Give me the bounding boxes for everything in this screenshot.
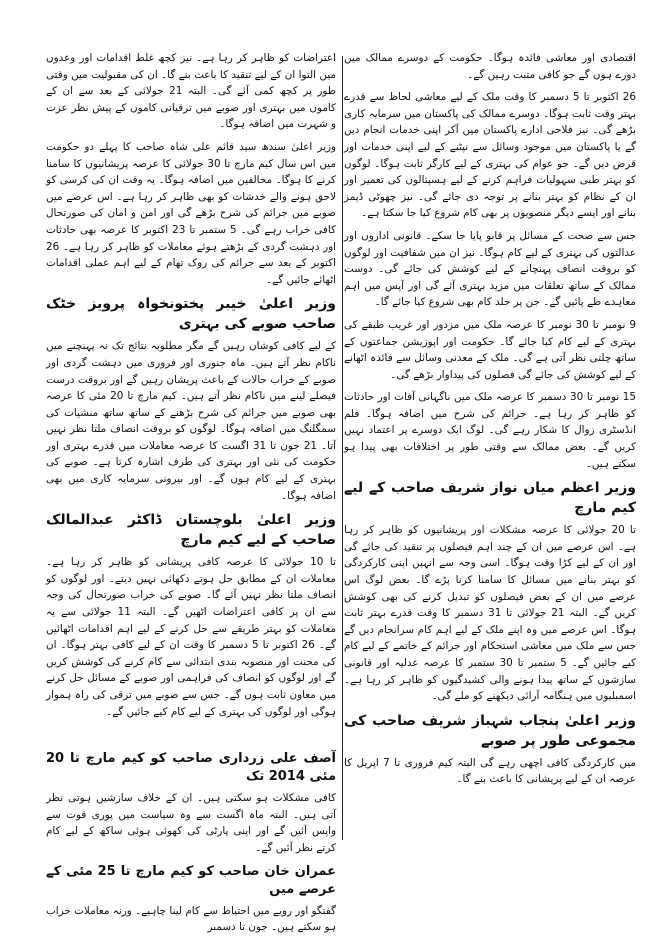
section-heading-pervez-khattak: وزیر اعلیٰ خیبر پختونخواہ پرویز خٹک صاحب صوبے کی بہتری xyxy=(46,296,336,333)
paragraph: 26 اکتوبر تا 5 دسمبر کا وقت ملک کے لیے معاشی لحاظ سے قدرے بہتر وقت ثابت ہوگا۔ دوسرے ممالک کی پاکستان میں سرمایہ کاری بڑھے گی۔ نیز فلاحی ادارے پاکستان میں آکر اپنی خدمات انجام دیں گے یا پاکستان میں موجود وسائل سے نپٹنے کے لیے اپنی خدمات اور قرض دیں گے۔ جو عوام کی بہتری کے لیے کارگر ثابت ہوگا۔ لوگوں کو بہتر طبی سہولیات فراہم کرنے کے لیے ہسپتالوں کی تعمیر اور ان کے نظام کو بہتر بنانے پر توجہ دی جائے گی۔ نیز چھوٹی ڈیمز بنانے اور ایسے دیگر منصوبوں پر بھی کام شروع کیا جا سکتا ہے۔ xyxy=(344,91,636,220)
paragraph: 15 نومبر تا 30 دسمبر کا عرصہ ملک میں ناگہانی آفات اور حادثات کو ظاہر کر رہا ہے۔ جرائم کی شرح میں اضافہ ہوگا۔ فلم انڈسٹری زوال کا شکار رہے گی۔ لوگ ایک دوسرے پر اعتماد نہیں کریں گے۔ بعض ممالک سے وقتی طور پر اختلافات بھی پیدا ہو سکتے ہیں۔ xyxy=(344,391,636,470)
section-heading-abdul-malik: وزیر اعلیٰ بلوچستان ڈاکٹر عبدالمالک صاحب کے لیے کیم مارچ xyxy=(46,512,336,549)
section-heading-asif-zardari: آصف علی زرداری صاحب کو کیم مارچ تا 20 مئی 2014 تک xyxy=(46,751,336,785)
paragraph: کافی مشکلات ہو سکتی ہیں۔ ان کے خلاف سازشیں ہوتی نظر آتی ہیں۔ البتہ ماہ اگست سے وہ سیاست میں پوری قوت سے واپس آئیں گے اور اپنی پارٹی کی کھوئی ہوئی ساکھ کے لیے کام کرتے نظر آئیں گے۔ xyxy=(46,792,336,854)
paragraph: گفتگو اور رویے میں احتیاط سے کام لینا چاہیے۔ ورنہ معاملات خراب ہو سکتے ہیں۔ جون تا دسمبر xyxy=(46,904,336,934)
section-heading-shahbaz-sharif: وزیر اعلیٰ پنجاب شہباز شریف صاحب کی مجموعی طور پر صوبے xyxy=(344,712,636,749)
section-heading-imran-khan: عمران خان صاحب کو کیم مارچ تا 25 مئی کے عرصے میں xyxy=(46,863,336,897)
spacer xyxy=(46,726,336,748)
paragraph: اقتصادی اور معاشی فائدہ ہوگا۔ حکومت کے دوسرے ممالک میں دورے ہوں گے جو کافی مثبت رہیں گے۔ xyxy=(344,52,636,81)
right-column xyxy=(344,50,636,794)
paragraph: کے لیے کافی کوشاں رہیں گے مگر مطلوبہ نتائج تک نہ پہنچنے میں ناکام نظر آتے ہیں۔ ماہ جنوری اور فروری میں دہشت گردی اور صوبے کے خراب حالات کے باعث پریشان رہیں گے اور بروقت درست فیصلے لینے میں ناکام نظر آتے ہیں۔ کیم مارچ تا 20 مئی کا عرصہ بھی صوبے میں جرائم کی شرح بڑھنے کے ساتھ ساتھ منشیات کی سمگلنگ میں اضافہ ہوگا۔ لوگوں کو بروقت انصاف ملتا نظر نہیں آتا۔ 21 جون تا 31 اگست کا عرصہ معاملات میں قدرے بہتری اور حکومت کی نئی اور بہتری کی طرف اشارہ کرتا ہے۔ صوبے کی بہتری کے لیے کام ہوں گے۔ اور بیرونی سرمایہ کاری میں بھی اضافہ ہوگا۔ xyxy=(46,340,337,502)
column-divider xyxy=(342,56,343,840)
paragraph: تا 20 جولائی کا عرصہ مشکلات اور پریشانیوں کو ظاہر کر رہا ہے۔ اس عرصے میں ان کے چند اہم فیصلوں پر تنقید کی جائے گی اور ان کے لیے کڑا وقت ہوگا۔ اسی وجہ سے انہیں اپنی کارکردگی کو بہتر بنانے میں مسائل کا سامنا کرنا پڑے گا۔ بعض لوگ اس عرصے میں ان کے بعض فیصلوں کو تبدیل کرنے کی بھی کوشش کریں گے۔ البتہ 21 جولائی تا 31 دسمبر کا وقت قدرے بہتر ثابت ہوگا۔ اس عرصے میں وہ اپنے ملک کے لیے اہم کام سرانجام دیں گے جس سے ملک میں معاشی استحکام اور جرائم کے خاتمے کے لیے کام کیے جائیں گے۔ 5 ستمبر تا 30 ستمبر کا عرصہ عدلیہ اور قانونی سازشوں کے ساتھ پیدا ہونے والی کشیدگیوں کو ظاہر کر رہا ہے۔ اسمبلیوں میں ہنگامہ آرائی دیکھنے کو ملے گی۔ xyxy=(344,524,636,703)
paragraph: تا 10 جولائی کا عرصہ کافی پریشانی کو ظاہر کر رہا ہے۔ معاملات ان کے مطابق حل ہوتے دکھائی نہیں دیتے۔ اور لوگوں کو انصاف ملتا نظر نہیں آئے گا۔ صوبے کی خراب صورتحال کی وجہ سے ان پر کافی اعتراضات اٹھیں گے۔ البتہ 11 جولائی سے یہ معاملات کو بہتر طریقے سے حل کرنے کے لیے اہم اقدامات اٹھائیں گے۔ 26 اکتوبر تا 5 دسمبر کا وقت ان کے لیے کافی بہتر ہوگا۔ ان کی محنت اور منصوبہ بندی ابتدائی سے کام کرنے کی کوشش کریں گے اور لوگوں کو انصاف کی فراہمی اور صوبے کے مسائل حل کرنے میں معاون ثابت ہوں گے۔ جس سے صوبے میں ترقی کی راہ ہموار ہوگی اور لوگوں کی بہتری کے لیے کام کیے جائیں گے۔ xyxy=(46,556,336,718)
paragraph: 9 نومبر تا 30 نومبر کا عرصہ ملک میں مزدور اور غریب طبقے کی بہتری کے لیے کام کیا جائے گا۔ حکومت اور اپوزیشن جماعتوں کے ساتھ چلتی نظر آتی ہے گی۔ ملک کے معدنی وسائل سے فائدہ اٹھانے کے لیے کوشش کی جائے گی فصلوں کی پیداوار بڑھے گی۔ xyxy=(344,318,636,381)
section-heading-nawaz-sharif: وزیر اعظم میاں نواز شریف صاحب کے لیے کیم مارچ xyxy=(344,480,636,517)
newspaper-page xyxy=(46,50,636,934)
paragraph: وزیر اعلیٰ سندھ سید قائم علی شاہ صاحب کا پہلے دو حکومت میں اس سال کیم مارچ تا 30 جولائی کا عرصہ پریشانیوں کا سامنا کرنے کا ہوگا۔ مخالفین میں اضافہ ہوگا۔ یہ وقت ان کی کرسی کو لاحق ہونے والے خدشات کو بھی ظاہر کر رہا ہے۔ اس عرصے میں صوبے میں جرائم کی شرح بڑھے گی اور امن و امان کی صورتحال کافی خراب رہے گی۔ 5 ستمبر تا 23 اکتوبر کا عرصہ بھی حادثات اور دہشت گردی کے بڑھتے ہوئے معاملات کو ظاہر کر رہا ہے۔ 26 اکتوبر کے بعد سے جرائم کی روک تھام کے لیے اہم عملی اقدامات اٹھائے جائیں گے۔ xyxy=(46,140,337,286)
paragraph: اعتراضات کو ظاہر کر رہا ہے۔ نیز کچھ غلط اقدامات اور وعدوں میں التوا ان کے لیے تنقید کا باعث بنے گا۔ ان کی مقبولیت میں وقتی طور پر کچھ کمی آئے گی۔ البتہ 21 جولائی کے بعد سے ان کے کاموں میں بہتری اور صوبے میں ترقیاتی کاموں کے پیش نظر عزت و شہرت میں اضافہ ہوگا۔ xyxy=(46,52,337,131)
paragraph: میں کارکردگی کافی اچھی رہے گی البتہ کیم فروری تا 7 اپریل کا عرصہ ان کے لیے پریشانی کا باعث بنے گا۔ xyxy=(344,756,636,786)
paragraph: جس سے صحت کے مسائل پر قابو پایا جا سکے۔ قانونی اداروں اور عدالتوں کی بہتری کے لیے کام ہوگا۔ نیز ان میں شفافیت اور لوگوں کو بروقت انصاف پہنچانے کے لیے کوشش کی جائے گی۔ دوست ممالک کے ساتھ تعلقات میں مزید بہتری آئے گی اور آپس میں اہم معاہدے طے پائیں گے۔ جن پر جلد کام بھی شروع کیا جائے گا۔ xyxy=(344,229,636,309)
left-column xyxy=(46,50,336,942)
